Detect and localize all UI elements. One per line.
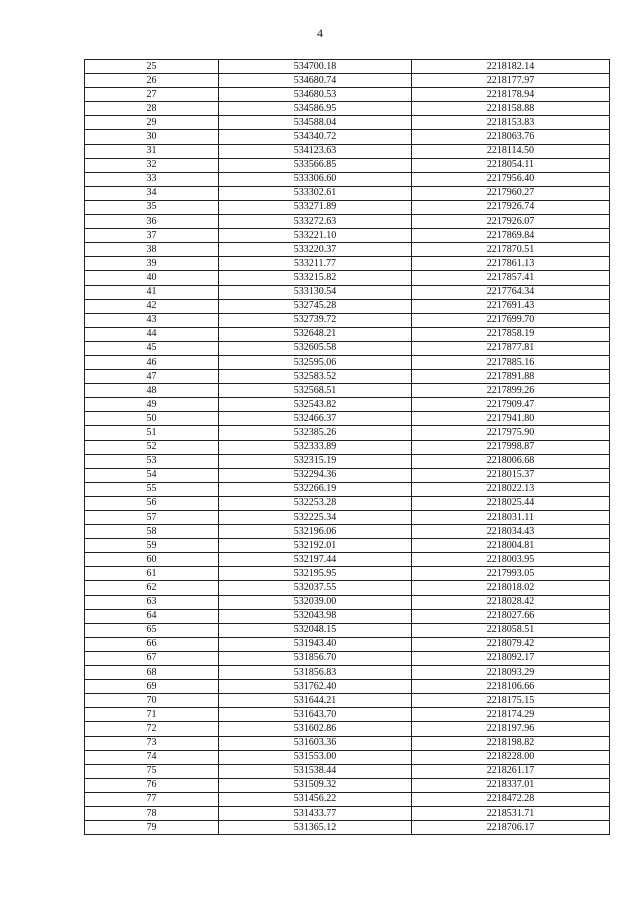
x-coordinate-cell: 532605.58	[219, 341, 412, 355]
y-coordinate-cell: 2218472.28	[412, 792, 610, 806]
point-number-cell: 79	[85, 821, 219, 835]
x-coordinate-cell: 531856.83	[219, 666, 412, 680]
table-row	[85, 567, 610, 581]
y-coordinate-cell: 2217975.90	[412, 426, 610, 440]
table-row	[85, 88, 610, 102]
table-row	[85, 186, 610, 200]
point-number-cell: 73	[85, 736, 219, 750]
point-number-cell: 68	[85, 666, 219, 680]
table-row	[85, 426, 610, 440]
x-coordinate-cell: 532043.98	[219, 609, 412, 623]
point-number-cell: 39	[85, 257, 219, 271]
y-coordinate-cell: 2218003.95	[412, 553, 610, 567]
point-number-cell: 27	[85, 88, 219, 102]
x-coordinate-cell: 532253.28	[219, 496, 412, 510]
point-number-cell: 38	[85, 243, 219, 257]
table-row	[85, 229, 610, 243]
x-coordinate-cell: 531856.70	[219, 651, 412, 665]
y-coordinate-cell: 2217764.34	[412, 285, 610, 299]
table-row	[85, 271, 610, 285]
x-coordinate-cell: 533215.82	[219, 271, 412, 285]
x-coordinate-cell: 531603.36	[219, 736, 412, 750]
point-number-cell: 55	[85, 482, 219, 496]
table-row	[85, 313, 610, 327]
point-number-cell: 52	[85, 440, 219, 454]
table-row	[85, 764, 610, 778]
table-row	[85, 637, 610, 651]
y-coordinate-cell: 2218197.96	[412, 722, 610, 736]
y-coordinate-cell: 2218022.13	[412, 482, 610, 496]
x-coordinate-cell: 531365.12	[219, 821, 412, 835]
table-row	[85, 355, 610, 369]
y-coordinate-cell: 2218093.29	[412, 666, 610, 680]
point-number-cell: 77	[85, 792, 219, 806]
table-row	[85, 792, 610, 806]
point-number-cell: 45	[85, 341, 219, 355]
table-row	[85, 468, 610, 482]
table-row	[85, 511, 610, 525]
point-number-cell: 36	[85, 215, 219, 229]
x-coordinate-cell: 534700.18	[219, 60, 412, 74]
x-coordinate-cell: 531553.00	[219, 750, 412, 764]
x-coordinate-cell: 531456.22	[219, 792, 412, 806]
table-row	[85, 130, 610, 144]
x-coordinate-cell: 532583.52	[219, 370, 412, 384]
table-row	[85, 327, 610, 341]
x-coordinate-cell: 532466.37	[219, 412, 412, 426]
x-coordinate-cell: 534586.95	[219, 102, 412, 116]
point-number-cell: 32	[85, 158, 219, 172]
x-coordinate-cell: 531644.21	[219, 694, 412, 708]
x-coordinate-cell: 532595.06	[219, 355, 412, 369]
x-coordinate-cell: 532225.34	[219, 511, 412, 525]
point-number-cell: 65	[85, 623, 219, 637]
table-row	[85, 595, 610, 609]
y-coordinate-cell: 2218337.01	[412, 778, 610, 792]
x-coordinate-cell: 532648.21	[219, 327, 412, 341]
table-row	[85, 482, 610, 496]
table-row	[85, 172, 610, 186]
x-coordinate-cell: 534680.74	[219, 74, 412, 88]
point-number-cell: 61	[85, 567, 219, 581]
y-coordinate-cell: 2218706.17	[412, 821, 610, 835]
x-coordinate-cell: 534680.53	[219, 88, 412, 102]
x-coordinate-cell: 531602.86	[219, 722, 412, 736]
y-coordinate-cell: 2218004.81	[412, 539, 610, 553]
point-number-cell: 59	[85, 539, 219, 553]
y-coordinate-cell: 2217691.43	[412, 299, 610, 313]
y-coordinate-cell: 2217699.70	[412, 313, 610, 327]
point-number-cell: 46	[85, 355, 219, 369]
point-number-cell: 72	[85, 722, 219, 736]
y-coordinate-cell: 2217899.26	[412, 384, 610, 398]
point-number-cell: 58	[85, 525, 219, 539]
x-coordinate-cell: 532333.89	[219, 440, 412, 454]
x-coordinate-cell: 531433.77	[219, 806, 412, 820]
x-coordinate-cell: 534340.72	[219, 130, 412, 144]
y-coordinate-cell: 2218058.51	[412, 623, 610, 637]
y-coordinate-cell: 2218114.50	[412, 144, 610, 158]
x-coordinate-cell: 531538.44	[219, 764, 412, 778]
y-coordinate-cell: 2217858.19	[412, 327, 610, 341]
point-number-cell: 25	[85, 60, 219, 74]
point-number-cell: 44	[85, 327, 219, 341]
point-number-cell: 40	[85, 271, 219, 285]
table-row	[85, 722, 610, 736]
point-number-cell: 47	[85, 370, 219, 384]
point-number-cell: 26	[85, 74, 219, 88]
table-row	[85, 398, 610, 412]
table-row	[85, 215, 610, 229]
x-coordinate-cell: 531509.32	[219, 778, 412, 792]
y-coordinate-cell: 2217941.80	[412, 412, 610, 426]
table-row	[85, 623, 610, 637]
table-row	[85, 412, 610, 426]
x-coordinate-cell: 532568.51	[219, 384, 412, 398]
x-coordinate-cell: 532739.72	[219, 313, 412, 327]
point-number-cell: 33	[85, 172, 219, 186]
point-number-cell: 30	[85, 130, 219, 144]
table-row	[85, 384, 610, 398]
table-row	[85, 200, 610, 214]
y-coordinate-cell: 2218015.37	[412, 468, 610, 482]
point-number-cell: 57	[85, 511, 219, 525]
y-coordinate-cell: 2218178.94	[412, 88, 610, 102]
point-number-cell: 37	[85, 229, 219, 243]
x-coordinate-cell: 531643.70	[219, 708, 412, 722]
y-coordinate-cell: 2218054.11	[412, 158, 610, 172]
point-number-cell: 28	[85, 102, 219, 116]
x-coordinate-cell: 532385.26	[219, 426, 412, 440]
x-coordinate-cell: 532543.82	[219, 398, 412, 412]
y-coordinate-cell: 2218034.43	[412, 525, 610, 539]
y-coordinate-cell: 2218028.42	[412, 595, 610, 609]
y-coordinate-cell: 2217998.87	[412, 440, 610, 454]
coordinates-table	[84, 59, 610, 835]
table-row	[85, 496, 610, 510]
point-number-cell: 48	[85, 384, 219, 398]
point-number-cell: 69	[85, 680, 219, 694]
y-coordinate-cell: 2218158.88	[412, 102, 610, 116]
point-number-cell: 51	[85, 426, 219, 440]
x-coordinate-cell: 532294.36	[219, 468, 412, 482]
table-row	[85, 680, 610, 694]
point-number-cell: 41	[85, 285, 219, 299]
table-row	[85, 144, 610, 158]
x-coordinate-cell: 534588.04	[219, 116, 412, 130]
y-coordinate-cell: 2218531.71	[412, 806, 610, 820]
point-number-cell: 42	[85, 299, 219, 313]
table-row	[85, 116, 610, 130]
y-coordinate-cell: 2218106.66	[412, 680, 610, 694]
table-row	[85, 370, 610, 384]
x-coordinate-cell: 533271.89	[219, 200, 412, 214]
table-row	[85, 821, 610, 835]
y-coordinate-cell: 2217857.41	[412, 271, 610, 285]
point-number-cell: 54	[85, 468, 219, 482]
x-coordinate-cell: 532037.55	[219, 581, 412, 595]
point-number-cell: 56	[85, 496, 219, 510]
point-number-cell: 66	[85, 637, 219, 651]
table-row	[85, 74, 610, 88]
x-coordinate-cell: 533306.60	[219, 172, 412, 186]
y-coordinate-cell: 2217956.40	[412, 172, 610, 186]
y-coordinate-cell: 2218063.76	[412, 130, 610, 144]
table-row	[85, 525, 610, 539]
x-coordinate-cell: 532197.44	[219, 553, 412, 567]
table-row	[85, 694, 610, 708]
y-coordinate-cell: 2217891.88	[412, 370, 610, 384]
table-row	[85, 102, 610, 116]
y-coordinate-cell: 2218228.00	[412, 750, 610, 764]
point-number-cell: 63	[85, 595, 219, 609]
point-number-cell: 50	[85, 412, 219, 426]
x-coordinate-cell: 531943.40	[219, 637, 412, 651]
x-coordinate-cell: 532039.00	[219, 595, 412, 609]
y-coordinate-cell: 2218027.66	[412, 609, 610, 623]
y-coordinate-cell: 2218182.14	[412, 60, 610, 74]
table-row	[85, 60, 610, 74]
x-coordinate-cell: 533211.77	[219, 257, 412, 271]
page-number: 4	[317, 26, 323, 40]
point-number-cell: 34	[85, 186, 219, 200]
point-number-cell: 70	[85, 694, 219, 708]
x-coordinate-cell: 532048.15	[219, 623, 412, 637]
x-coordinate-cell: 532196.06	[219, 525, 412, 539]
table-row	[85, 553, 610, 567]
x-coordinate-cell: 533221.10	[219, 229, 412, 243]
y-coordinate-cell: 2218006.68	[412, 454, 610, 468]
y-coordinate-cell: 2217993.05	[412, 567, 610, 581]
point-number-cell: 76	[85, 778, 219, 792]
table-row	[85, 341, 610, 355]
point-number-cell: 31	[85, 144, 219, 158]
point-number-cell: 29	[85, 116, 219, 130]
point-number-cell: 78	[85, 806, 219, 820]
point-number-cell: 35	[85, 200, 219, 214]
y-coordinate-cell: 2217861.13	[412, 257, 610, 271]
table-row	[85, 454, 610, 468]
table-row	[85, 708, 610, 722]
table-row	[85, 750, 610, 764]
y-coordinate-cell: 2217885.16	[412, 355, 610, 369]
y-coordinate-cell: 2217870.51	[412, 243, 610, 257]
y-coordinate-cell: 2217926.07	[412, 215, 610, 229]
point-number-cell: 43	[85, 313, 219, 327]
y-coordinate-cell: 2218175.15	[412, 694, 610, 708]
y-coordinate-cell: 2217960.27	[412, 186, 610, 200]
table-row	[85, 243, 610, 257]
point-number-cell: 64	[85, 609, 219, 623]
table-row	[85, 285, 610, 299]
coordinates-table-body	[85, 60, 610, 835]
x-coordinate-cell: 534123.63	[219, 144, 412, 158]
x-coordinate-cell: 533272.63	[219, 215, 412, 229]
y-coordinate-cell: 2218153.83	[412, 116, 610, 130]
y-coordinate-cell: 2218092.17	[412, 651, 610, 665]
y-coordinate-cell: 2218174.29	[412, 708, 610, 722]
point-number-cell: 53	[85, 454, 219, 468]
y-coordinate-cell: 2218025.44	[412, 496, 610, 510]
x-coordinate-cell: 531762.40	[219, 680, 412, 694]
x-coordinate-cell: 533566.85	[219, 158, 412, 172]
y-coordinate-cell: 2217877.81	[412, 341, 610, 355]
y-coordinate-cell: 2217869.84	[412, 229, 610, 243]
table-row	[85, 158, 610, 172]
y-coordinate-cell: 2218261.17	[412, 764, 610, 778]
y-coordinate-cell: 2218031.11	[412, 511, 610, 525]
point-number-cell: 67	[85, 651, 219, 665]
y-coordinate-cell: 2217926.74	[412, 200, 610, 214]
table-row	[85, 666, 610, 680]
table-row	[85, 539, 610, 553]
point-number-cell: 60	[85, 553, 219, 567]
point-number-cell: 74	[85, 750, 219, 764]
table-row	[85, 440, 610, 454]
x-coordinate-cell: 532315.19	[219, 454, 412, 468]
table-row	[85, 581, 610, 595]
x-coordinate-cell: 533302.61	[219, 186, 412, 200]
table-row	[85, 257, 610, 271]
table-row	[85, 651, 610, 665]
point-number-cell: 62	[85, 581, 219, 595]
table-row	[85, 736, 610, 750]
y-coordinate-cell: 2218018.02	[412, 581, 610, 595]
point-number-cell: 71	[85, 708, 219, 722]
table-row	[85, 299, 610, 313]
y-coordinate-cell: 2218198.82	[412, 736, 610, 750]
x-coordinate-cell: 532192.01	[219, 539, 412, 553]
y-coordinate-cell: 2218177.97	[412, 74, 610, 88]
point-number-cell: 49	[85, 398, 219, 412]
x-coordinate-cell: 532266.19	[219, 482, 412, 496]
table-row	[85, 806, 610, 820]
x-coordinate-cell: 532745.28	[219, 299, 412, 313]
y-coordinate-cell: 2218079.42	[412, 637, 610, 651]
point-number-cell: 75	[85, 764, 219, 778]
x-coordinate-cell: 532195.95	[219, 567, 412, 581]
table-row	[85, 609, 610, 623]
y-coordinate-cell: 2217909.47	[412, 398, 610, 412]
x-coordinate-cell: 533220.37	[219, 243, 412, 257]
x-coordinate-cell: 533130.54	[219, 285, 412, 299]
table-row	[85, 778, 610, 792]
